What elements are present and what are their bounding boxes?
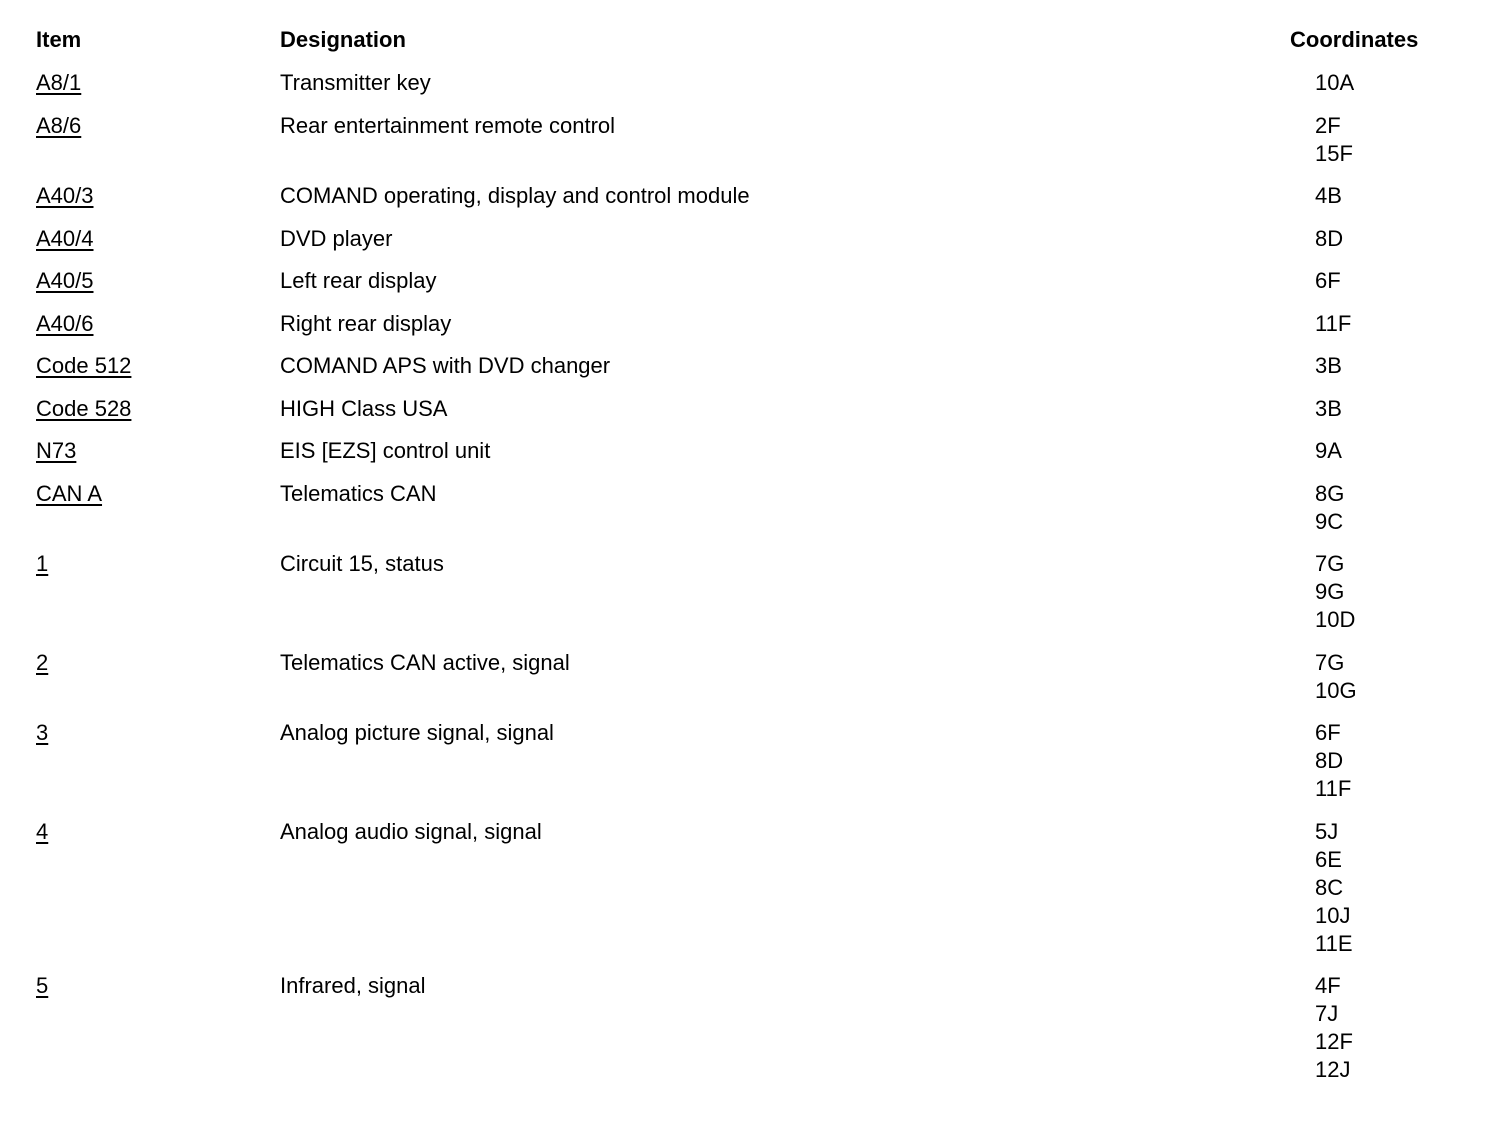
coordinate-value: 4B	[1315, 183, 1342, 208]
table-row	[0, 972, 1504, 1099]
item-cell	[36, 225, 94, 253]
table-header	[0, 26, 1504, 56]
item-link[interactable]: 1	[36, 551, 49, 576]
table-row	[0, 310, 1504, 353]
item-cell	[36, 395, 131, 423]
item-link[interactable]: A40/4	[36, 225, 94, 251]
coordinate-value: 11E	[1315, 930, 1353, 956]
coordinate-value: 15F	[1315, 140, 1353, 166]
coordinates-cell	[1315, 437, 1504, 465]
designation-cell: Left rear display	[280, 268, 437, 293]
designation-cell: Circuit 15, status	[280, 551, 444, 576]
item-link[interactable]: Code 528	[36, 395, 132, 421]
coordinate-value: 12J	[1315, 1057, 1351, 1082]
item-cell	[36, 550, 48, 578]
table-row	[0, 649, 1504, 720]
item-link[interactable]: CAN A	[36, 480, 103, 506]
coordinate-value: 7J	[1315, 1001, 1339, 1026]
item-link[interactable]: A40/3	[36, 183, 94, 208]
coordinate-value: 11F	[1315, 776, 1352, 801]
table-row	[0, 69, 1504, 112]
coordinate-value: 11F	[1315, 310, 1352, 336]
header-designation: Designation	[280, 27, 406, 52]
coordinates-cell	[1315, 112, 1504, 168]
coordinates-cell	[1315, 972, 1504, 1084]
coordinate-value: 5J	[1315, 818, 1339, 844]
table-row	[0, 112, 1504, 183]
table-row	[0, 267, 1504, 310]
item-cell	[36, 69, 81, 97]
coordinate-value: 9G	[1315, 579, 1345, 604]
designation-cell: Telematics CAN active, signal	[280, 649, 570, 675]
coordinate-value: 8C	[1315, 874, 1344, 900]
item-cell	[36, 310, 94, 338]
legend-table-body	[0, 69, 1504, 1099]
coordinates-cell	[1315, 225, 1504, 253]
coordinate-value: 7G	[1315, 551, 1345, 576]
coordinate-value: 8D	[1315, 225, 1344, 251]
designation-cell: Infrared, signal	[280, 973, 426, 998]
item-cell	[36, 818, 48, 846]
designation-cell: Analog audio signal, signal	[280, 818, 542, 844]
designation-cell: COMAND operating, display and control module	[280, 183, 750, 208]
coordinate-value: 2F	[1315, 112, 1341, 138]
designation-cell: DVD player	[280, 225, 393, 251]
table-row	[0, 480, 1504, 551]
coordinates-cell	[1315, 267, 1504, 295]
coordinate-value: 8D	[1315, 748, 1344, 773]
item-cell	[36, 267, 94, 295]
coordinate-value: 7G	[1315, 649, 1345, 675]
coordinate-value: 4F	[1315, 973, 1341, 998]
coordinates-cell	[1315, 310, 1504, 338]
item-link[interactable]: Code 512	[36, 353, 132, 378]
item-link[interactable]: A40/6	[36, 310, 94, 336]
coordinate-value: 6F	[1315, 720, 1341, 745]
item-cell	[36, 182, 94, 210]
table-row	[0, 719, 1504, 818]
item-cell	[36, 352, 131, 380]
designation-cell: Right rear display	[280, 310, 452, 336]
coordinates-cell	[1315, 550, 1504, 634]
item-link[interactable]: N73	[36, 438, 77, 463]
coordinates-cell	[1315, 182, 1504, 210]
designation-cell: HIGH Class USA	[280, 395, 448, 421]
item-cell	[36, 649, 48, 677]
coordinate-value: 9A	[1315, 438, 1342, 463]
item-cell	[36, 437, 76, 465]
item-link[interactable]: 2	[36, 649, 49, 675]
coordinate-value: 8G	[1315, 480, 1345, 506]
coordinate-value: 3B	[1315, 395, 1342, 421]
coordinate-value: 3B	[1315, 353, 1342, 378]
coordinates-cell	[1315, 395, 1504, 423]
designation-cell: Analog picture signal, signal	[280, 720, 554, 745]
coordinate-value: 6E	[1315, 846, 1342, 872]
coordinates-cell	[1315, 818, 1504, 958]
designation-cell: EIS [EZS] control unit	[280, 438, 491, 463]
item-cell	[36, 112, 81, 140]
item-link[interactable]: 3	[36, 720, 49, 745]
header-item: Item	[36, 27, 82, 52]
designation-cell: Telematics CAN	[280, 480, 437, 506]
item-cell	[36, 719, 48, 747]
item-link[interactable]: A40/5	[36, 268, 94, 293]
coordinate-value: 10J	[1315, 902, 1351, 928]
header-coordinates: Coordinates	[1290, 27, 1419, 52]
item-link[interactable]: 5	[36, 973, 49, 998]
coordinate-value: 10G	[1315, 677, 1357, 703]
item-cell	[36, 972, 48, 1000]
table-row	[0, 550, 1504, 649]
designation-cell: Transmitter key	[280, 70, 431, 95]
table-row	[0, 225, 1504, 268]
coordinates-cell	[1315, 649, 1504, 705]
coordinates-cell	[1315, 352, 1504, 380]
table-row	[0, 818, 1504, 973]
coordinate-value: 6F	[1315, 268, 1341, 293]
designation-cell: COMAND APS with DVD changer	[280, 353, 611, 378]
item-cell	[36, 480, 102, 508]
coordinate-value: 10D	[1315, 607, 1356, 632]
item-link[interactable]: A8/1	[36, 70, 82, 95]
table-row	[0, 437, 1504, 480]
coordinate-value: 9C	[1315, 508, 1344, 534]
coordinates-cell	[1315, 480, 1504, 536]
coordinate-value: 12F	[1315, 1029, 1353, 1054]
coordinate-value: 10A	[1315, 70, 1355, 95]
table-row	[0, 352, 1504, 395]
table-row	[0, 182, 1504, 225]
coordinates-cell	[1315, 69, 1504, 97]
item-link[interactable]: A8/6	[36, 112, 82, 138]
table-row	[0, 395, 1504, 438]
designation-cell: Rear entertainment remote control	[280, 112, 616, 138]
item-link[interactable]: 4	[36, 818, 49, 844]
coordinates-cell	[1315, 719, 1504, 803]
